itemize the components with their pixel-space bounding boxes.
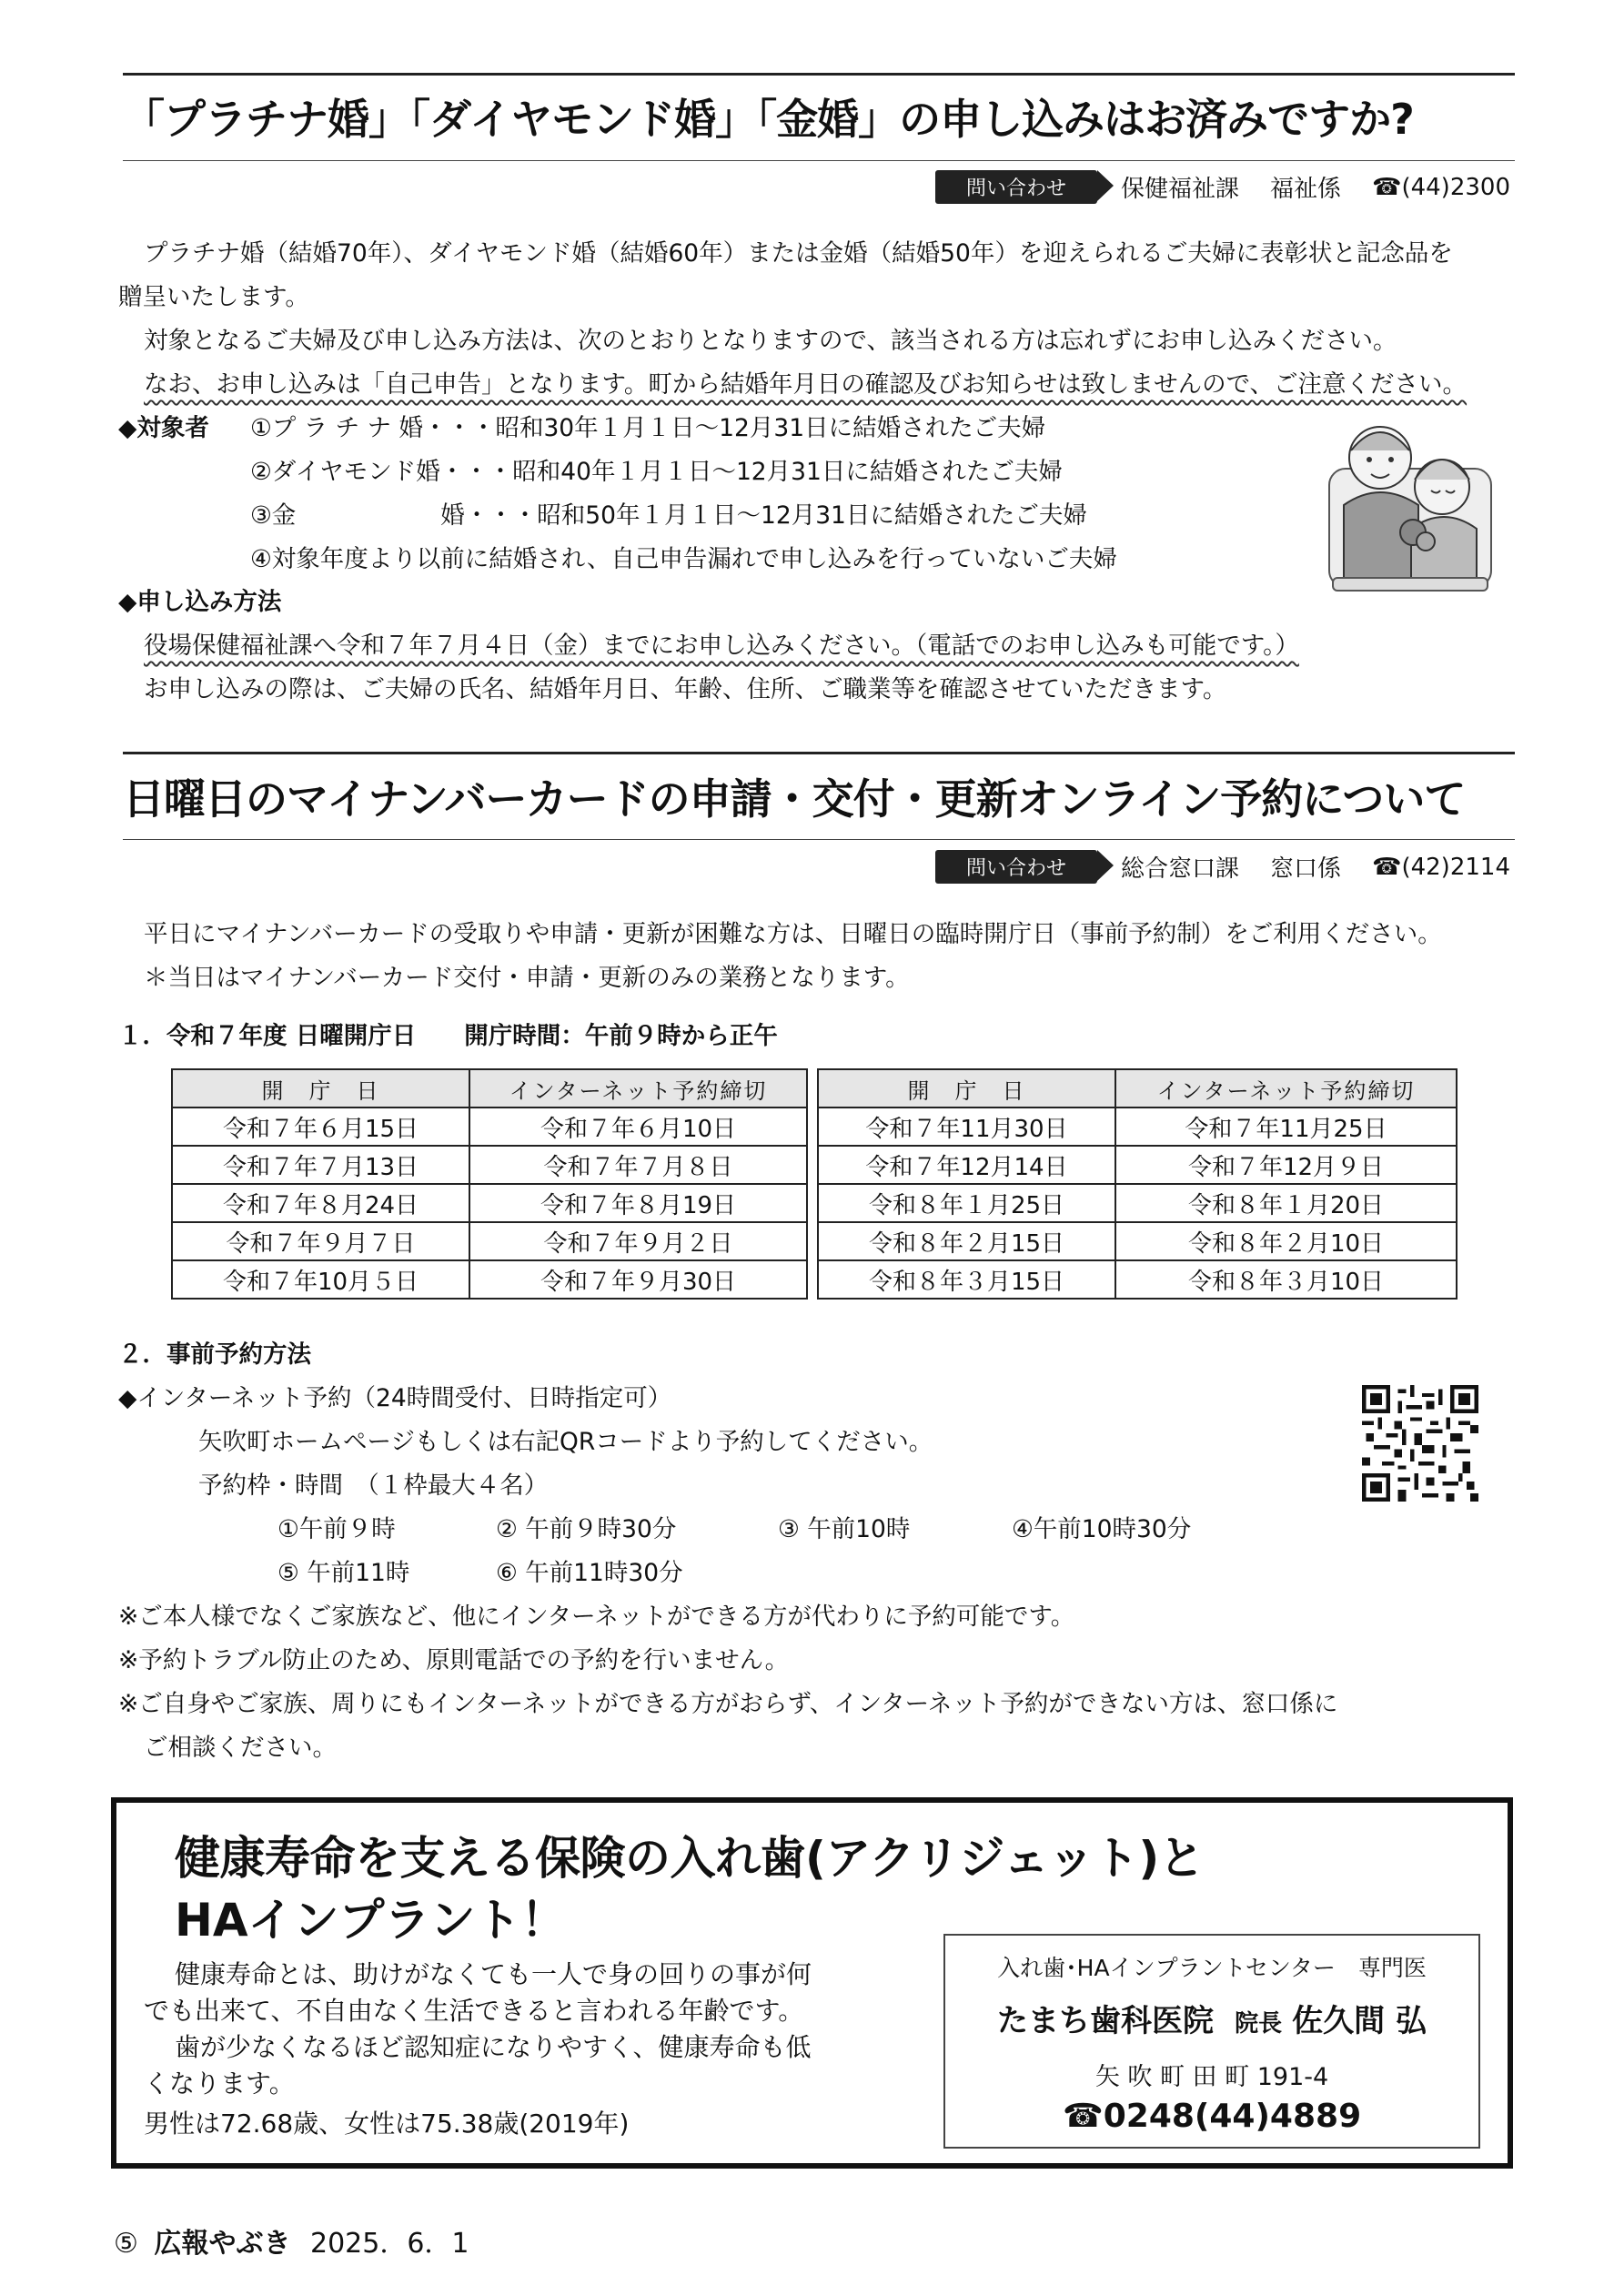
section1-contact (935, 170, 1510, 204)
table-header-row (172, 1069, 807, 1108)
header-deadline: インターネット予約締切 (469, 1069, 807, 1108)
schedule-table-left (171, 1068, 808, 1300)
target-heading: ◆対象者 (118, 414, 209, 442)
slot-item: ⑥ 午前11時30分 (496, 1559, 683, 1587)
ad-body-line4: くなります。 (144, 2068, 295, 2099)
section2-intro-line2: ＊当日はマイナンバーカード交付・申請・更新のみの業務となります。 (144, 964, 910, 992)
ad-title-line1: 健康寿命を支える保険の入れ歯(アクリジェット)と (175, 1832, 1205, 1885)
schedule-table-right (817, 1068, 1458, 1300)
deadline-cell: 令和７年９月30日 (469, 1260, 807, 1299)
contact-tag: 問い合わせ (935, 850, 1097, 884)
section1-intro-line4: なお、お申し込みは「自己申告」となります。町から結婚年月日の確認及びお知らせは致しませんので、ご注意ください。 (144, 370, 1468, 399)
target-item: ③金 婚・・・昭和50年１月１日～12月31日に結婚されたご夫婦 (250, 501, 1087, 530)
deadline-cell: 令和７年７月８日 (469, 1146, 807, 1184)
section1-intro-line3: 対象となるご夫婦及び申し込み方法は、次のとおりとなりますので、該当される方は忘れずにお申し込みください。 (144, 327, 1397, 355)
clinic-address: 矢 吹 町 田 町 191-4 (1094, 2063, 1329, 2091)
slot-item: ③ 午前10時 (778, 1515, 911, 1543)
section1-title-rule (123, 160, 1515, 161)
table-row (818, 1108, 1457, 1146)
qr-code-icon[interactable] (1362, 1385, 1478, 1502)
slot-item: ④午前10時30分 (1012, 1515, 1192, 1543)
target-item: ②ダイヤモンド婚・・・昭和40年１月１日～12月31日に結婚されたご夫婦 (250, 458, 1063, 486)
open-day-cell: 令和７年７月13日 (172, 1146, 469, 1184)
open-day-cell: 令和７年９月７日 (172, 1222, 469, 1260)
table-row (172, 1146, 807, 1184)
clinic-info-box (943, 1934, 1480, 2149)
clinic-label: 入れ歯･HAインプラントセンター 専門医 (997, 1955, 1427, 1981)
ad-title-line2: HAインプラント！ (175, 1894, 567, 1947)
open-day-cell: 令和７年10月５日 (172, 1260, 469, 1299)
method-line2: お申し込みの際は、ご夫婦の氏名、結婚年月日、年齢、住所、ご職業等を確認させていただきます。 (144, 675, 1227, 703)
sub1-heading: １．令和７年度 日曜開庁日 開庁時間：午前９時から正午 (118, 1022, 778, 1050)
deadline-cell: 令和７年12月９日 (1115, 1146, 1457, 1184)
open-day-cell: 令和７年６月15日 (172, 1108, 469, 1146)
slot-item: ② 午前９時30分 (496, 1515, 677, 1543)
slot-item: ⑤ 午前11時 (277, 1559, 410, 1587)
director-name: 佐久間 弘 (1292, 2003, 1427, 2039)
section2-title-rule (123, 839, 1515, 840)
deadline-cell: 令和８年３月10日 (1115, 1260, 1457, 1299)
contact-group: 福祉係 (1270, 176, 1342, 203)
table-row (818, 1222, 1457, 1260)
footer (114, 2220, 469, 2261)
open-day-cell: 令和７年８月24日 (172, 1184, 469, 1222)
ad-body-line2: でも出来て、不自由なく生活できると言われる年齢です。 (144, 1996, 804, 2026)
section1-intro-line1: プラチナ婚（結婚70年）、ダイヤモンド婚（結婚60年）または金婚（結婚50年）を迎えられるご夫婦に表彰状と記念品を (144, 239, 1453, 268)
ad-body-line1: 健康寿命とは、助けがなくても一人で身の回りの事が何 (175, 1959, 812, 1989)
contact-phone: ☎(44)2300 (1372, 173, 1510, 201)
elderly-couple-illustration (1324, 414, 1497, 596)
table-row (818, 1184, 1457, 1222)
target-item: ④対象年度より以前に結婚され、自己申告漏れで申し込みを行っていないご夫婦 (250, 545, 1117, 573)
open-day-cell: 令和８年２月15日 (818, 1222, 1115, 1260)
deadline-cell: 令和８年１月20日 (1115, 1184, 1457, 1222)
table-row (172, 1260, 807, 1299)
clinic-phone: ☎0248(44)4889 (1062, 2098, 1362, 2135)
deadline-cell: 令和７年９月２日 (469, 1222, 807, 1260)
contact-dept: 総合窓口課 (1121, 855, 1240, 883)
section2-top-rule (123, 752, 1515, 754)
section1-top-rule (123, 73, 1515, 76)
section2-intro-line1: 平日にマイナンバーカードの受取りや申請・更新が困難な方は、日曜日の臨時開庁日（事前予約制）をご利用ください。 (144, 920, 1442, 948)
method-line1: 役場保健福祉課へ令和７年７月４日（金）までにお申し込みください。（電話でのお申し込みも可能です。） (144, 632, 1299, 660)
header-day: 開 庁 日 (818, 1069, 1115, 1108)
table-row (818, 1260, 1457, 1299)
clinic-name: たまち歯科医院 (996, 2003, 1214, 2039)
page-number: ⑤ (114, 2228, 138, 2260)
deadline-cell: 令和８年２月10日 (1115, 1222, 1457, 1260)
section1-intro-line2: 贈呈いたします。 (118, 283, 309, 311)
table-row (172, 1108, 807, 1146)
sub2-heading: ２．事前予約方法 (118, 1340, 311, 1369)
table-row (172, 1222, 807, 1260)
section1-title: 「プラチナ婚」「ダイヤモンド婚」「金婚」の申し込みはお済みですか? (123, 95, 1414, 144)
deadline-cell: 令和７年６月10日 (469, 1108, 807, 1146)
note-1: ※ご本人様でなくご家族など、他にインターネットができる方が代わりに予約可能です。 (118, 1603, 1075, 1631)
ad-body-line5: 男性は72.68歳、女性は75.38歳(2019年) (144, 2109, 630, 2139)
open-day-cell: 令和７年12月14日 (818, 1146, 1115, 1184)
note-2: ※予約トラブル防止のため、原則電話での予約を行いません。 (118, 1646, 790, 1674)
contact-group: 窓口係 (1270, 855, 1342, 883)
header-day: 開 庁 日 (172, 1069, 469, 1108)
ad-body-line3: 歯が少なくなるほど認知症になりやすく、健康寿命も低 (175, 2032, 812, 2062)
header-deadline: インターネット予約締切 (1115, 1069, 1457, 1108)
publication-date: 2025．6．1 (310, 2228, 469, 2260)
net-reservation-line: ◆インターネット予約（24時間受付、日時指定可） (118, 1384, 672, 1412)
note-3-cont: ご相談ください。 (144, 1734, 337, 1762)
open-day-cell: 令和８年３月15日 (818, 1260, 1115, 1299)
net-reservation-line2: 矢吹町ホームページもしくは右記QRコードより予約してください。 (198, 1428, 933, 1456)
table-row (818, 1146, 1457, 1184)
slot-line: 予約枠・時間 （１枠最大４名） (198, 1472, 549, 1500)
note-3: ※ご自身やご家族、周りにもインターネットができる方がおらず、インターネット予約ができない方は、窓口係に (118, 1690, 1338, 1718)
director-title: 院長 (1235, 2010, 1283, 2038)
contact-phone: ☎(42)2114 (1372, 853, 1510, 881)
contact-tag: 問い合わせ (935, 170, 1097, 204)
clinic-name-row (945, 1996, 1478, 2040)
deadline-cell: 令和７年８月19日 (469, 1184, 807, 1222)
contact-dept: 保健福祉課 (1121, 176, 1240, 203)
target-item: ①プ ラ チ ナ 婚・・・昭和30年１月１日～12月31日に結婚されたご夫婦 (250, 414, 1046, 442)
open-day-cell: 令和７年11月30日 (818, 1108, 1115, 1146)
table-header-row (818, 1069, 1457, 1108)
slot-item: ①午前９時 (277, 1515, 396, 1543)
open-day-cell: 令和８年１月25日 (818, 1184, 1115, 1222)
section2-title: 日曜日のマイナンバーカードの申請・交付・更新オンライン予約について (123, 774, 1466, 824)
publication-name: 広報やぶき (154, 2228, 291, 2260)
table-row (172, 1184, 807, 1222)
deadline-cell: 令和７年11月25日 (1115, 1108, 1457, 1146)
method-heading: ◆申し込み方法 (118, 588, 282, 616)
section2-contact (935, 850, 1510, 884)
